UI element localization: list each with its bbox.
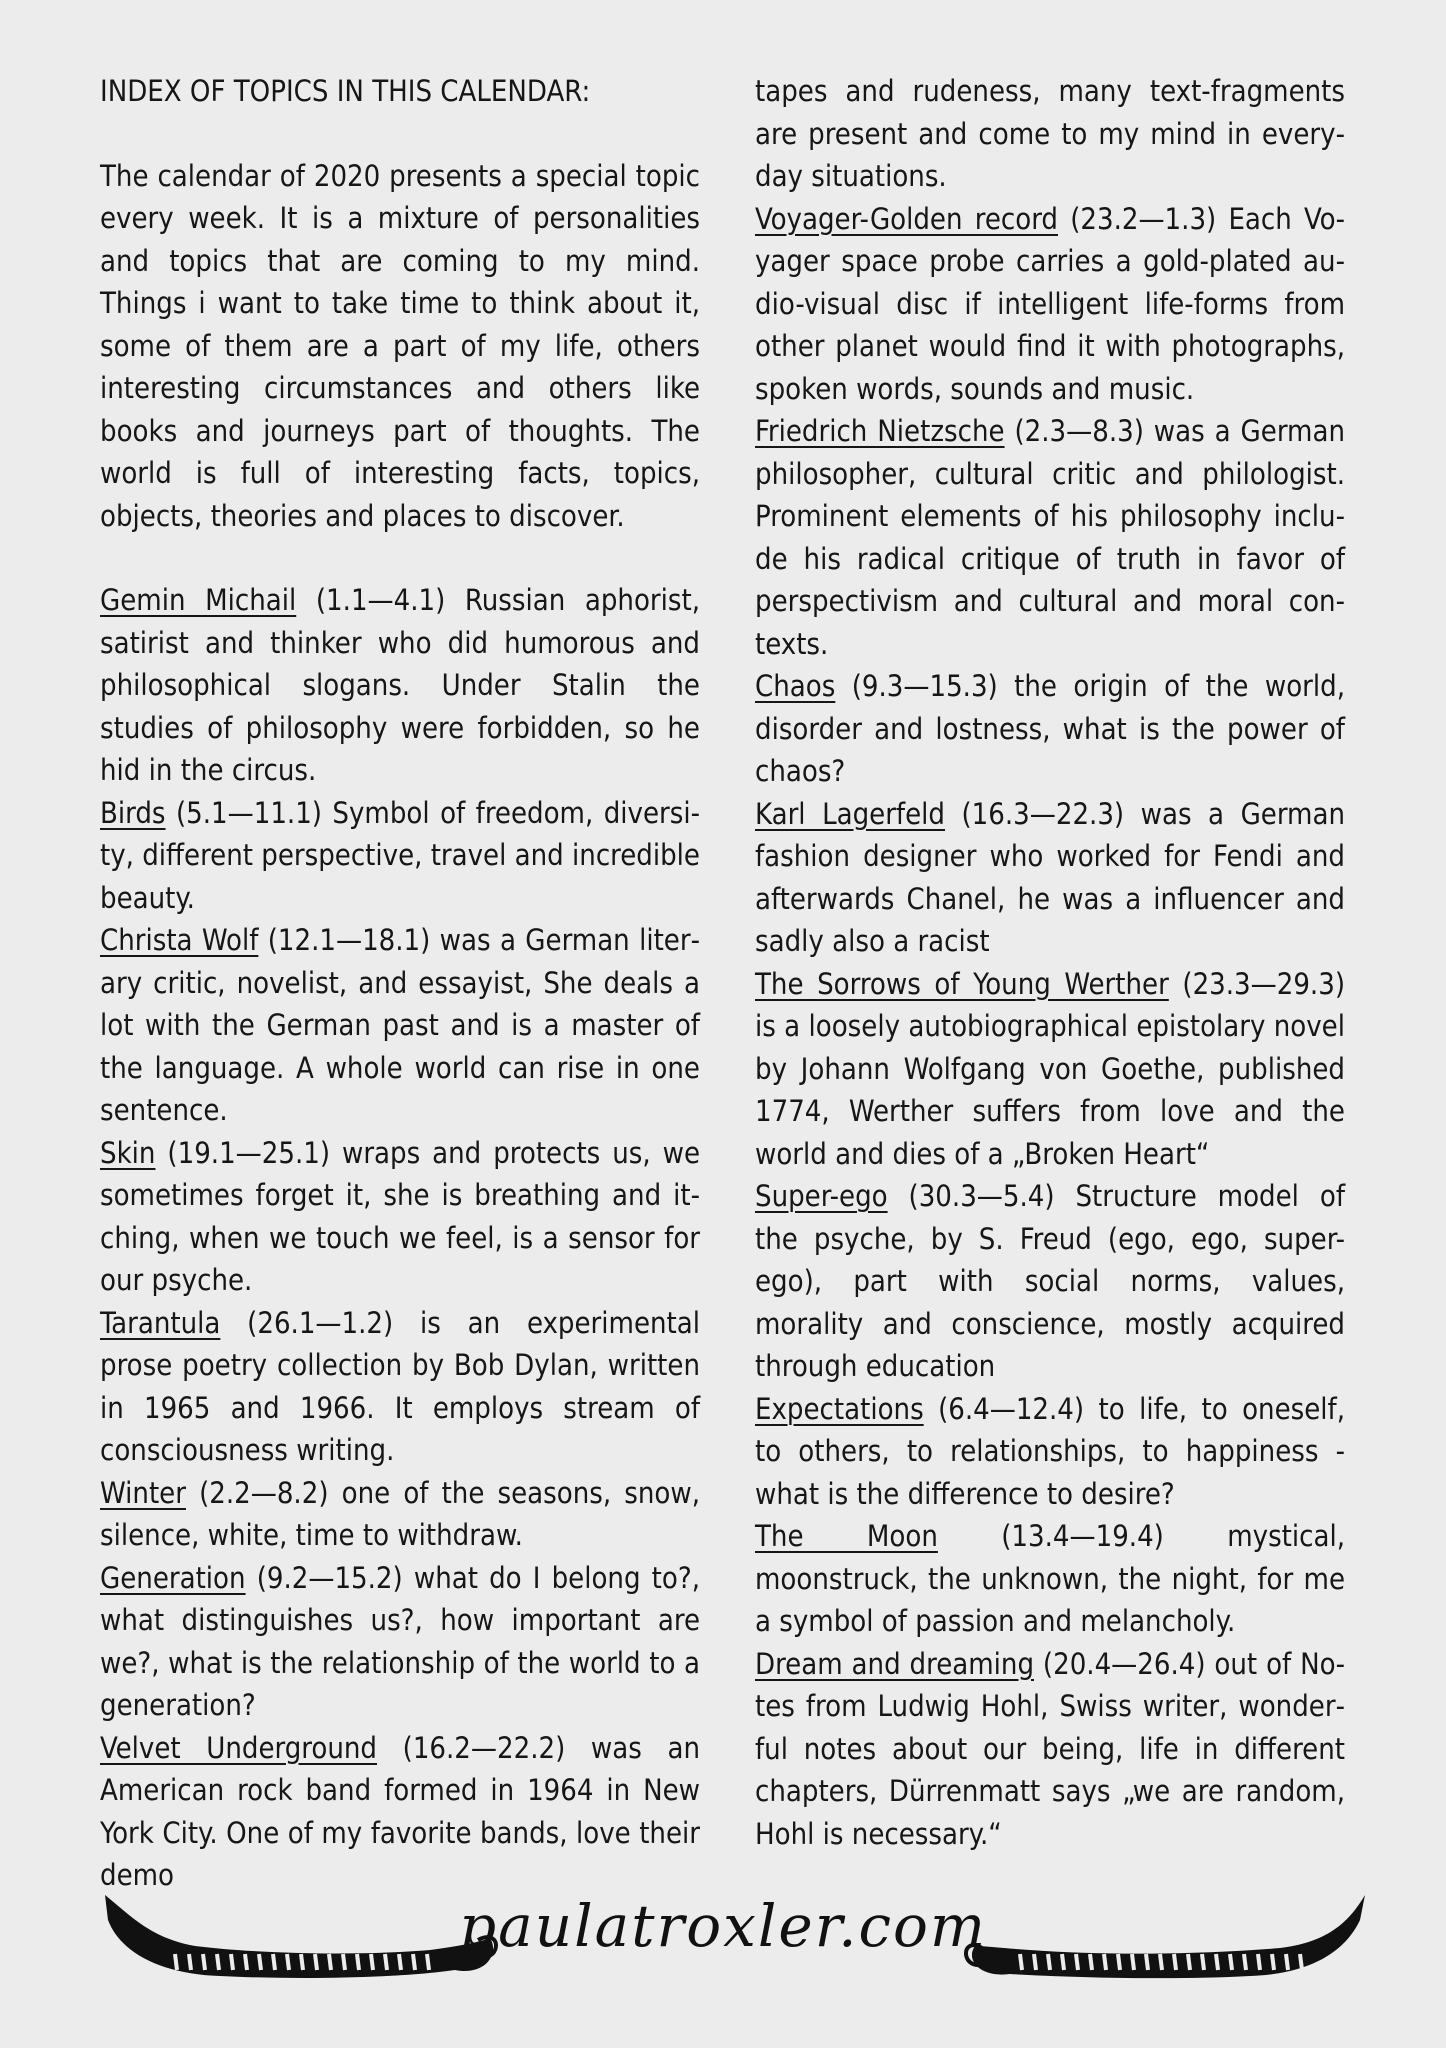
topic-description: (2.2—8.2) one of the seasons, snow, silence, white, time to withdraw. <box>100 1475 700 1552</box>
topic-list-left <box>100 579 700 1897</box>
topic-description: (1.1—4.1) Russian aphorist, satirist and thinker who did humorous and philosophical slogans. Under Stalin the studies of philosophy were forbidden, so he hid in the circus. <box>100 583 700 787</box>
topic-name: Chaos <box>755 669 836 703</box>
topic-description: (6.4—12.4) to life, to oneself, to others, to relationships, to happiness - what is the difference to desire? <box>755 1391 1345 1511</box>
topic-name: Velvet Underground <box>100 1730 377 1765</box>
topic-entry <box>755 1643 1345 1856</box>
topic-entry <box>755 410 1345 665</box>
topic-name: Tarantula <box>100 1305 221 1340</box>
topic-entry <box>100 1557 700 1727</box>
footer-graphic <box>0 1880 1446 1990</box>
website-url[interactable]: paulatroxler.com <box>459 1892 987 1960</box>
topic-name: Friedrich Nietzsche <box>755 414 1005 448</box>
topic-entry <box>755 1388 1345 1516</box>
snake-illustration-left-icon <box>105 1895 496 1978</box>
topic-name: Winter <box>100 1475 186 1510</box>
topic-description: (12.1—18.1) was a German literary critic, novelist, and essayist, She deals a lot with the German past and is a master of the language. A whole world can rise in one sentence. <box>100 923 700 1127</box>
topic-entry <box>755 1175 1345 1388</box>
topic-entry <box>755 793 1345 963</box>
topic-description: (16.3—22.3) was a German fashion designer who worked for Fendi and afterwards Chanel, he was a influencer and sadly also a racist <box>755 796 1345 958</box>
topic-description: (9.2—15.2) what do I belong to?, what distinguishes us?, how important are we?, what is the relationship of the world to a generation? <box>100 1560 700 1722</box>
topic-description: (30.3—5.4) Structure model of the psyche, by S. Freud (ego, ego, super-ego), part with social norms, values, morality and conscience, mostly acquired through education <box>755 1179 1345 1383</box>
topic-name: Karl Lagerfeld <box>755 796 945 831</box>
topic-entry <box>755 198 1345 411</box>
topic-entry <box>100 579 700 792</box>
topic-entry <box>100 1472 700 1557</box>
topic-name: Gemin Michail <box>100 583 297 617</box>
topic-entry <box>100 1132 700 1302</box>
topic-description: (26.1—1.2) is an experimental prose poetry collection by Bob Dylan, written in 1965 and 1966. It employs stream of consciousness writing. <box>100 1305 700 1467</box>
page-title: INDEX OF TOPICS IN THIS CALENDAR: <box>100 74 591 108</box>
topic-description: (2.3—8.3) was a German philosopher, cultural critic and philologist. Prominent elements of his philosophy include his radical critique of truth in favor of perspectivism and cultural and moral contexts. <box>755 414 1345 661</box>
topic-description: (19.1—25.1) wraps and protects us, we sometimes forget it, she is breathing and itching, when we touch we feel, is a sensor for our psyche. <box>100 1135 700 1297</box>
topic-name: Dream and dreaming <box>755 1646 1035 1681</box>
topic-description: (5.1—11.1) Symbol of freedom, diversity, different perspective, travel and incredible beauty. <box>100 795 700 915</box>
topic-name: The Sorrows of Young Werther <box>755 966 1169 1001</box>
topic-entry <box>755 1515 1345 1643</box>
left-column <box>100 70 700 1897</box>
topic-name: Skin <box>100 1135 156 1170</box>
footer <box>0 1880 1446 1990</box>
right-column <box>755 70 1345 1855</box>
topic-description: (23.3—29.3) is a loosely autobiographical epistolary novel by Johann Wolfgang von Goethe, published 1774, Werther suffers from love and the world and dies of a „Broken Heart“ <box>755 966 1345 1171</box>
topic-name: Voyager-Golden record <box>755 201 1058 236</box>
topic-entry <box>100 1302 700 1472</box>
topic-name: Expectations <box>755 1391 924 1426</box>
topic-list-right <box>755 198 1345 1856</box>
topic-name: Birds <box>100 795 166 830</box>
topic-name: Christa Wolf <box>100 923 259 957</box>
topic-entry <box>100 1727 700 1897</box>
topic-description: (13.4—19.4) mystical, moonstruck, the unknown, the night, for me a symbol of passion and melancholy. <box>755 1519 1346 1638</box>
topic-entry <box>755 665 1345 793</box>
topic-name: The Moon <box>755 1519 938 1553</box>
topic-description: (23.2—1.3) Each Voyager space probe carries a gold-plated audio-visual disc if intelligent life-forms from other planet would find it with photographs, spoken words, sounds and music. <box>755 201 1345 406</box>
intro-paragraph: The calendar of 2020 presents a special topic every week. It is a mixture of personalities and topics that are coming to my mind. Things i want to take time to think about it, some of them are a part of my life, others interesting circumstances and others like books and journeys part of thoughts. The world is full of interesting facts, topics, objects, theories and places to discover. <box>100 158 700 533</box>
topic-name: Generation <box>100 1560 246 1595</box>
topic-description: (20.4—26.4) out of Notes from Ludwig Hohl, Swiss writer, wonderful notes about our being, life in different chapters, Dürrenmatt says „we are random, Hohl is necessary.“ <box>755 1646 1345 1851</box>
topic-entry <box>755 963 1345 1176</box>
topic-name: Super-ego <box>755 1179 888 1213</box>
topic-description: (16.2—22.2) was an American rock band formed in 1964 in New York City. One of my favorite bands, love their demo <box>100 1730 700 1892</box>
continued-entry-text: tapes and rudeness, many text-fragments are present and come to my mind in everyday situations. <box>755 74 1345 193</box>
snake-illustration-right-icon <box>966 1895 1365 1978</box>
topic-entry <box>100 919 700 1132</box>
topic-description: (9.3—15.3) the origin of the world, disorder and lostness, what is the power of chaos? <box>755 669 1345 788</box>
topic-entry <box>100 792 700 920</box>
